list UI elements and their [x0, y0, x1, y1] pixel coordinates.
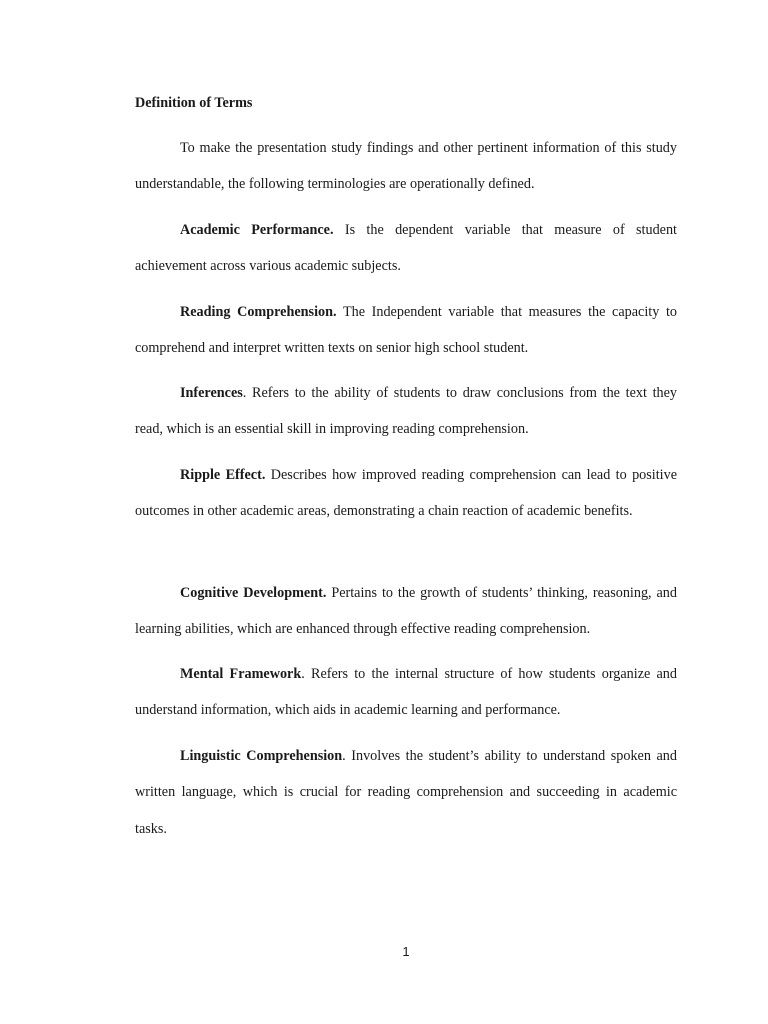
term-label: Linguistic Comprehension	[180, 748, 343, 764]
term-label: Mental Framework	[180, 666, 302, 682]
term-definition: Describes how improved reading comprehension can lead to positive outcomes in other academic areas, demonstrating a chain reaction of academic benefits.	[135, 467, 677, 520]
section-heading: Definition of Terms	[135, 95, 253, 111]
term-label: Academic Performance.	[180, 222, 334, 238]
term-paragraph-cognitive-development	[135, 575, 677, 648]
term-definition: . Involves the student’s ability to understand spoken and written language, which is crucial for reading comprehension and succeeding in academic tasks.	[135, 748, 677, 837]
term-paragraph-ripple-effect	[135, 457, 677, 530]
term-paragraph-reading-comprehension	[135, 294, 677, 367]
term-definition: Is the dependent variable that measure of student achievement across various academic subjects.	[135, 222, 677, 275]
term-label: Ripple Effect.	[180, 467, 266, 483]
term-paragraph-linguistic-comprehension	[135, 738, 677, 847]
term-definition: Pertains to the growth of students’ thinking, reasoning, and learning abilities, which are enhanced through effective reading comprehension.	[135, 585, 677, 638]
term-label: Inferences	[180, 385, 243, 401]
term-definition: . Refers to the ability of students to draw conclusions from the text they read, which is an essential skill in improving reading comprehension.	[135, 385, 677, 438]
term-definition: The Independent variable that measures the capacity to comprehend and interpret written texts on senior high school student.	[135, 304, 677, 357]
term-label: Cognitive Development.	[180, 585, 327, 601]
term-paragraph-academic-performance	[135, 212, 677, 285]
term-paragraph-inferences	[135, 375, 677, 448]
intro-paragraph: To make the presentation study findings and other pertinent information of this study understandable, the following terminologies are operationally defined.	[135, 140, 677, 193]
page-number: 1	[402, 944, 410, 959]
term-paragraph-mental-framework	[135, 656, 677, 729]
term-label: Reading Comprehension.	[180, 304, 337, 320]
term-definition: . Refers to the internal structure of how students organize and understand information, which aids in academic learning and performance.	[135, 666, 677, 719]
